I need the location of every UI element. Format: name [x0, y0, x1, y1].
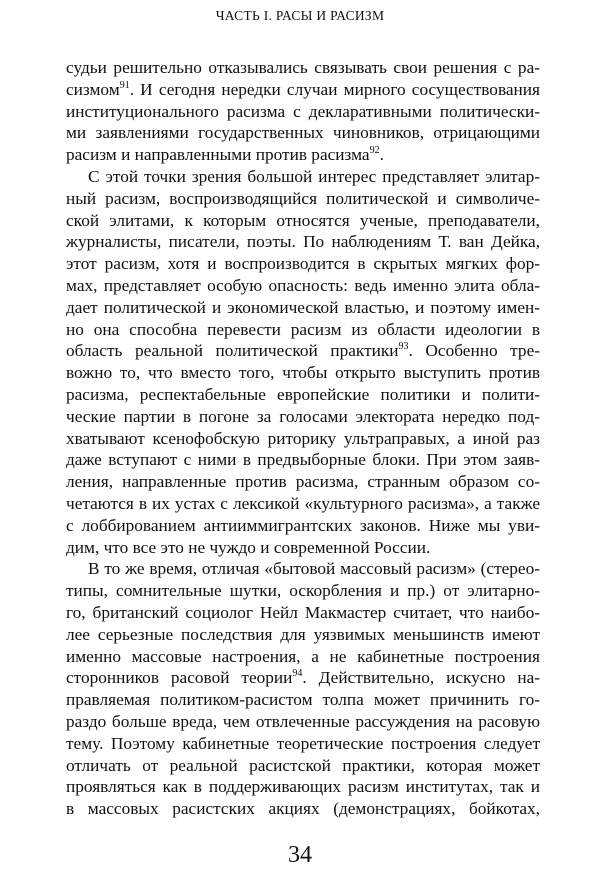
text-line [66, 798, 540, 820]
line-text: четаются в их устах с лексикой «культурного расизма», а также [66, 493, 540, 513]
text-line [66, 449, 540, 471]
text-line [66, 57, 540, 79]
line-text: область реальной политической практики [66, 341, 399, 361]
line-text: типы, сомнительные шутки, оскорбления и пр.) от элитарно- [66, 581, 540, 601]
text-line [66, 667, 540, 689]
footnote-reference: 92 [369, 145, 380, 157]
text-line [66, 319, 540, 341]
text-line [66, 362, 540, 384]
text-line [66, 231, 540, 253]
line-text: этот расизм, хотя и воспроизводится в скрытых мягких фор- [66, 254, 540, 274]
line-text: вожно то, что вместо того, чтобы открыто выступить против [66, 363, 540, 383]
text-line [66, 101, 540, 123]
line-text: ления, направленные против расизма, странным образом со- [66, 472, 540, 492]
text-line [66, 471, 540, 493]
line-text: хватывают ксенофобскую риторику ультраправых, а иной раз [66, 428, 540, 448]
line-text: с лоббированием антииммигрантских законов. Ниже мы уви- [66, 515, 540, 535]
line-text: С этой точки зрения большой интерес представляет элитар- [88, 166, 540, 186]
line-text: проявляться как в поддерживающих расизм институтах, так и [66, 777, 540, 797]
text-line [66, 340, 540, 362]
text-line [66, 689, 540, 711]
running-header: ЧАСТЬ I. РАСЫ И РАСИЗМ [215, 8, 385, 23]
text-line [66, 188, 540, 210]
footnote-reference: 93 [398, 341, 409, 353]
page-number: 34 [288, 842, 312, 868]
line-text: дает политической и экономической властью, и поэтому имен- [66, 297, 540, 317]
text-line [66, 515, 540, 537]
text-line [66, 624, 540, 646]
text-line [66, 122, 540, 144]
line-text: тему. Поэтому кабинетные теоретические построения следует [66, 733, 540, 753]
line-text: правляемая политиком-расистом толпа может причинить го- [66, 690, 540, 710]
line-text: раздо больше вреда, чем отвлеченные рассуждения на расовую [66, 711, 540, 731]
line-text: го, британский социолог Нейл Макмастер считает, что наибо- [66, 602, 540, 622]
line-text: . [379, 145, 384, 165]
text-line [66, 144, 540, 166]
text-line [66, 602, 540, 624]
text-line [66, 493, 540, 515]
footnote-reference: 94 [292, 668, 303, 680]
line-text: ческие партии в погоне за голосами электората нередко под- [66, 406, 540, 426]
text-line [66, 253, 540, 275]
text-line [66, 79, 540, 101]
line-text: ми заявлениями государственных чиновников, отрицающими [66, 123, 540, 143]
text-line [66, 384, 540, 406]
line-text: но она способна перевести расизм из области идеологии в [66, 319, 540, 339]
text-line [66, 755, 540, 777]
line-text: . И сегодня нередки случаи мирного сосуществования [129, 79, 540, 99]
line-text: именно массовые настроения, а не кабинетные построения [66, 646, 540, 666]
footnote-reference: 91 [119, 79, 130, 91]
line-text: даже вступают с ними в предвыборные блоки. При этом заяв- [66, 450, 540, 470]
line-text: В то же время, отличая «бытовой массовый расизм» (стерео- [88, 559, 540, 579]
text-line [66, 166, 540, 188]
line-text: сизмом [66, 79, 120, 99]
text-line [66, 646, 540, 668]
line-text: ской элитами, к которым относятся ученые, преподаватели, [66, 210, 540, 230]
text-line [66, 537, 540, 559]
body-text [66, 57, 540, 820]
text-line [66, 558, 540, 580]
line-text: расизма, респектабельные европейские политики и полити- [66, 384, 540, 404]
text-line [66, 428, 540, 450]
line-text: институционального расизма с декларативными политически- [66, 101, 540, 121]
text-line [66, 711, 540, 733]
text-line [66, 275, 540, 297]
text-line [66, 580, 540, 602]
line-text: сторонников расовой теории [66, 668, 293, 688]
line-text: расизм и направленными против расизма [66, 145, 370, 165]
line-text: лее серьезные последствия для уязвимых меньшинств имеют [66, 624, 540, 644]
line-text: ный расизм, воспроизводящийся политической и символиче- [66, 188, 540, 208]
line-text: мах, представляет особую опасность: ведь именно элита обла- [66, 275, 540, 295]
text-line [66, 776, 540, 798]
line-text: судьи решительно отказывались связывать свои решения с ра- [66, 58, 540, 77]
text-line [66, 406, 540, 428]
line-text: журналисты, писатели, поэты. По наблюдениям Т. ван Дейка, [66, 232, 540, 252]
line-text: дим, что все это не чуждо и современной России. [66, 537, 431, 557]
line-text: . Особенно тре- [408, 341, 540, 361]
text-line [66, 210, 540, 232]
line-text: . Действительно, искусно на- [302, 668, 540, 688]
line-text: отличать от реальной расистской практики, которая может [66, 755, 540, 775]
text-line [66, 733, 540, 755]
line-text: в массовых расистских акциях (демонстрациях, бойкотах, [66, 799, 540, 819]
text-line [66, 297, 540, 319]
